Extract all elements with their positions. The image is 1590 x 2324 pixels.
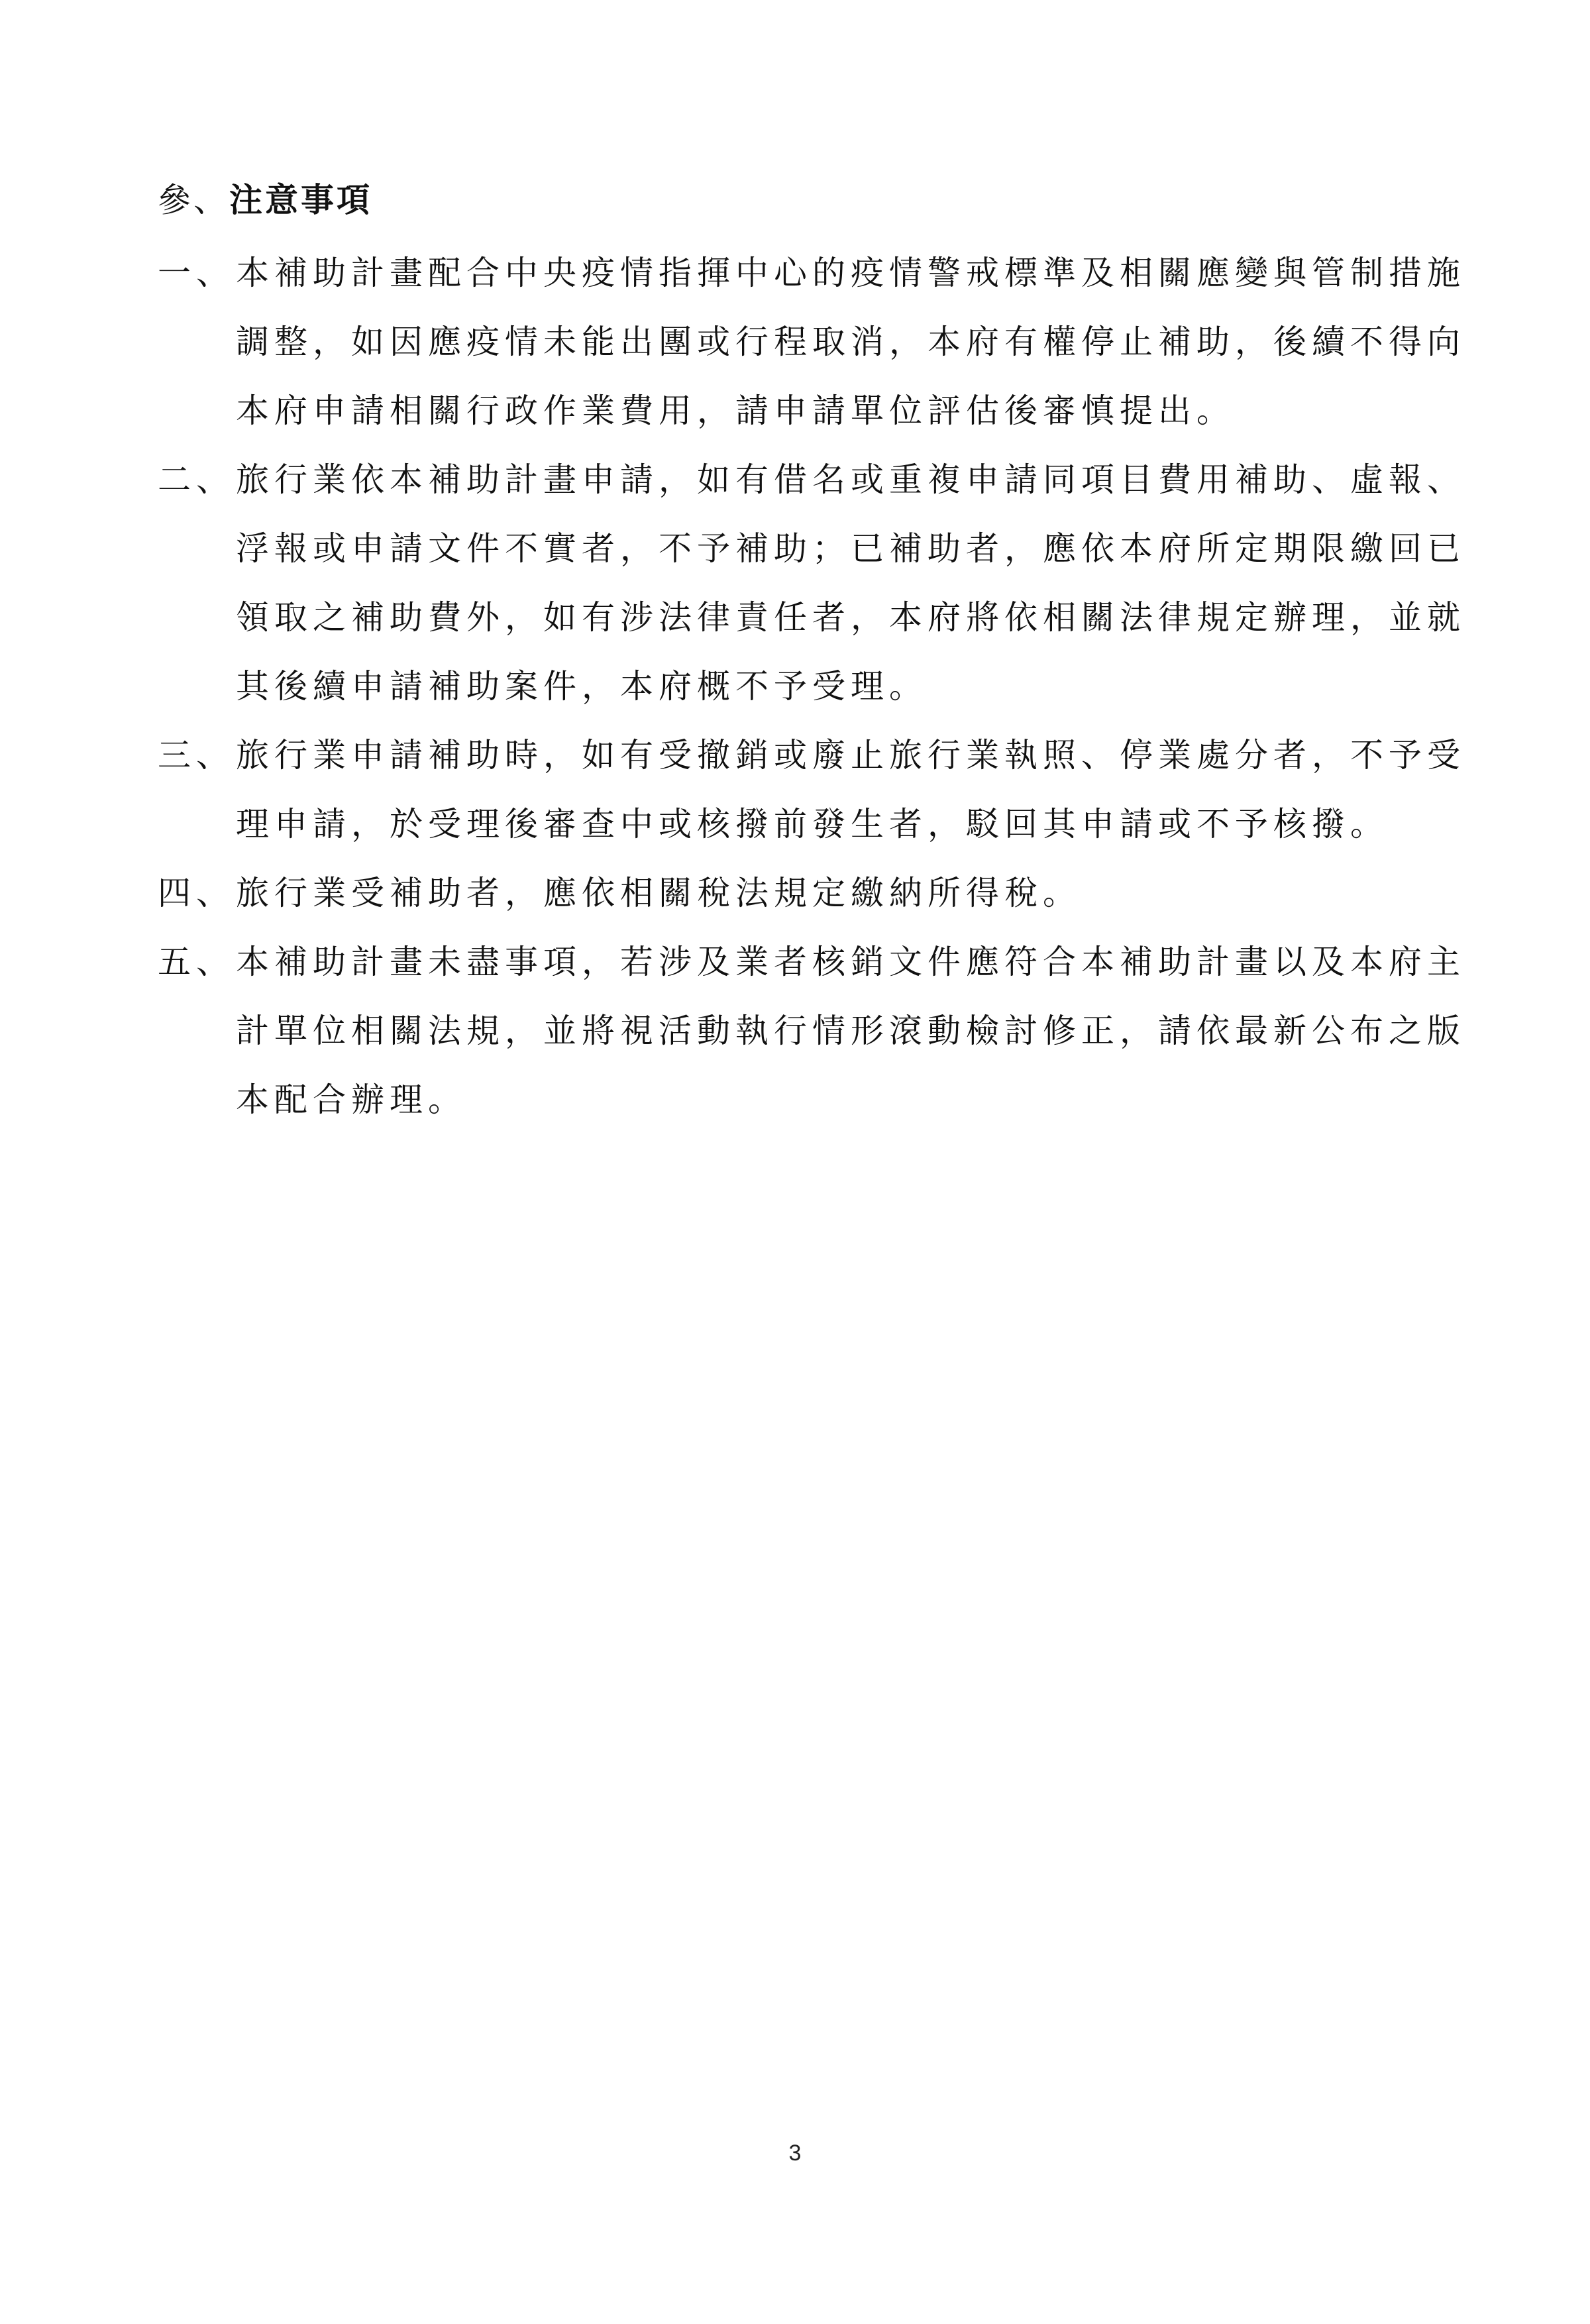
list-item (158, 238, 1476, 445)
list-item-line: 本府申請相關行政作業費用，請申請單位評估後審慎提出。 (236, 392, 1235, 430)
list-item-marker: 四、 (158, 874, 235, 912)
list-item-marker: 三、 (158, 736, 235, 774)
list-item (158, 927, 1476, 1134)
list-item-line: 旅行業申請補助時，如有受撤銷或廢止旅行業執照、停業處分者，不予受 (236, 736, 1465, 774)
page-number: 3 (788, 2140, 802, 2166)
list-item (158, 721, 1476, 859)
list-item-line: 領取之補助費外，如有涉法律責任者，本府將依相關法律規定辦理，並就 (236, 598, 1465, 637)
list-item-marker: 五、 (158, 943, 235, 981)
list-item-marker: 二、 (158, 460, 235, 499)
list-item (158, 859, 1476, 927)
list-item-line: 其後續申請補助案件，本府概不予受理。 (236, 667, 928, 706)
list-item-marker: 一、 (158, 254, 235, 292)
list-item-line: 計單位相關法規，並將視活動執行情形滾動檢討修正，請依最新公布之版 (236, 1012, 1465, 1050)
list-item-line: 旅行業依本補助計畫申請，如有借名或重複申請同項目費用補助、虛報、 (236, 460, 1465, 499)
list-item-line: 浮報或申請文件不實者，不予補助；已補助者，應依本府所定期限繳回已 (236, 529, 1465, 568)
list-item-line: 旅行業受補助者，應依相關稅法規定繳納所得稅。 (236, 874, 1081, 912)
list-item-line: 調整，如因應疫情未能出團或行程取消，本府有權停止補助，後續不得向 (236, 323, 1465, 361)
notice-list (158, 238, 1476, 1134)
list-item-line: 理申請，於受理後審查中或核撥前發生者，駁回其申請或不予核撥。 (236, 805, 1389, 843)
section-heading (158, 174, 372, 227)
list-item-line: 本補助計畫配合中央疫情指揮中心的疫情警戒標準及相關應變與管制措施 (236, 254, 1465, 292)
section-title: 注意事項 (229, 180, 372, 219)
list-item (158, 445, 1476, 721)
section-number: 參、 (158, 181, 229, 219)
list-item-line: 本配合辦理。 (236, 1081, 466, 1119)
list-item-line: 本補助計畫未盡事項，若涉及業者核銷文件應符合本補助計畫以及本府主 (236, 943, 1465, 981)
